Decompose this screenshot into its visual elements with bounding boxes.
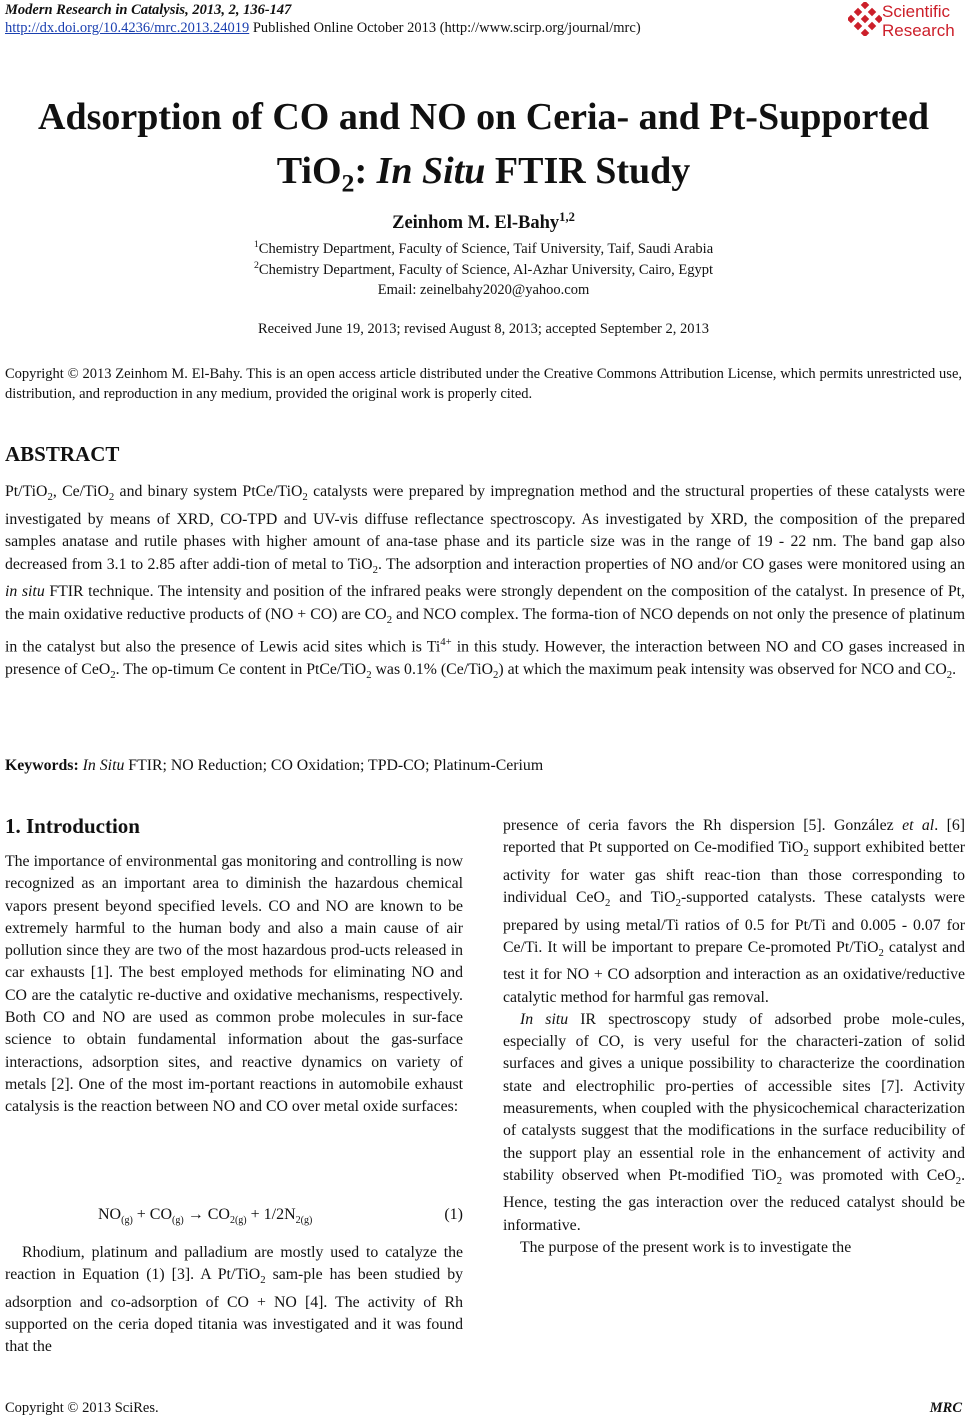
footer-copyright: Copyright © 2013 SciRes. bbox=[5, 1400, 159, 1416]
author-name: Zeinhom M. El-Bahy$^{1,2}$ bbox=[392, 210, 575, 234]
equation-number: (1) bbox=[444, 1206, 463, 1223]
right-paragraph-2: In situ IR spectroscopy study of adsorbed probe mole-cules, especially of CO, is very useful for the characteri-zation of solid surfaces and gives a unique possibility to characterize the coordination state and electrophilic pro-perties of accessible sites [7]. Activity measurements, when coupled with the physicochemical characterization of catalysts suggest that the modifications in the surface reducibility of the support play an essential role in the enhancement of activity and stability observed when Pt-modified TiO$_2$ was promoted with CeO$_2$. Hence, testing the gas interaction over the reduced catalyst should be informative. bbox=[503, 1010, 966, 1234]
right-paragraph-1: presence of ceria favors the Rh dispersion [5]. González et al. [6] reported that Pt supported on Ce-modified TiO$_2$ support exhibited better activity for water gas shift reac-tion than those corresponding to individual CeO$_2$ and TiO$_2$-supported catalysts. These catalysts were prepared by using metal/Ti ratios of 0.5 for Pt/Ti and 0.005 - 0.07 for Ce/Ti. It will be important to prepare Ce-promoted Pt/TiO$_2$ catalyst and test it for NO + CO adsorption and interaction as an oxidative/reductive catalytic method for harmful gas removal. bbox=[503, 817, 966, 1006]
journal-volume: , 2013, 2, 136-147 bbox=[185, 2, 292, 18]
doi-line bbox=[5, 20, 641, 37]
paper-title bbox=[0, 90, 967, 211]
footer-journal-abbrev: MRC bbox=[929, 1400, 962, 1416]
logo-text: Scientific Research bbox=[882, 2, 955, 40]
intro-paragraph-2: Rhodium, platinum and palladium are mostly used to catalyze the reaction in Equation (1) [3]. A Pt/TiO$_2$ sam-ple has been studied by adsorption and co-adsorption of CO + NO [4]. The activity of Rh supported on the ceria doped titania was investigated and it was found that the bbox=[5, 1244, 463, 1356]
copyright-notice: Copyright © 2013 Zeinhom M. El-Bahy. This is an open access article distributed under the Creative Commons Attribution License, which permits unrestricted use, distribution, and reproduction in any medium, provided the original work is properly cited. bbox=[5, 366, 962, 402]
author-email: Email: zeinelbahy2020@yahoo.com bbox=[377, 282, 590, 298]
abstract-body: Pt/TiO$_2$, Ce/TiO$_2$ and binary system PtCe/TiO$_2$ catalysts were prepared by impregnation method and the structural properties of these catalysts were investigated by means of XRD, CO-TPD and UV-vis diffuse reflectance spectroscopy. As investigated by XRD, the composition of the prepared samples anatase and rutile phases with higher amount of ana-tase phase and its particle size was in the range of 19 - 22 nm. The band gap also decreased from 3.1 to 2.85 after addi-tion of metal to TiO$_2$. The adsorption and interaction properties of NO and/or CO gases were monitored using an in situ FTIR technique. The intensity and position of the infrared peaks were strongly dependent on the composition of the catalyst. In presence of Pt, the main oxidative reductive products of (NO + CO) are $CO_2$ and NCO complex. The forma-tion of NCO depends on not only the presence of platinum in the catalyst but also the presence of Lewis acid sites which is $Ti^{4+}$ in this study. However, the interaction between NO and CO gases increased in presence of CeO$_2$. The op-timum Ce content in PtCe/TiO$_2$ was 0.1% (Ce/TiO$_2$) at which the maximum peak intensity was observed for NCO and $CO_2$. bbox=[5, 483, 965, 682]
doi-link[interactable]: http://dx.doi.org/10.4236/mrc.2013.24019 bbox=[5, 20, 250, 36]
title-line-2: TiO$_2$: In Situ FTIR Study bbox=[276, 150, 691, 198]
abstract-heading: ABSTRACT bbox=[5, 442, 120, 466]
title-line-1: Adsorption of CO and NO on Ceria- and Pt-Supported bbox=[38, 96, 929, 138]
affiliation-1: $^1$Chemistry Department, Faculty of Science, Taif University, Taif, Saudi Arabia bbox=[253, 239, 714, 257]
intro-paragraph-1: The importance of environmental gas monitoring and controlling is now recognized as an important area to diminish the hazardous chemical vapors present beyond specified levels. CO and NO are known to be extremely harmful to the human body and also a main cause of air pollution since they are two of the most hazardous prod-ucts released in car exhausts [1]. The best employed methods for eliminating NO and CO are the catalytic re-ductive and oxidative mechanisms, respectively. Both CO and NO are used as common probe molecules in sur-face science to obtain fundamental information about the gas-surface interactions, adsorption sites, and reactive dynamics on variety of metals [2]. One of the most im-portant reactions in automobile exhaust catalysis is the reaction between NO and CO over metal oxide surfaces: bbox=[5, 853, 463, 1116]
right-column-text bbox=[503, 815, 965, 1259]
right-paragraph-3: The purpose of the present work is to investigate the bbox=[520, 1238, 852, 1256]
publisher-logo bbox=[848, 2, 966, 42]
published-info: Published Online October 2013 (http://www.scirp.org/journal/mrc) bbox=[249, 20, 641, 36]
received-dates: Received June 19, 2013; revised August 8, 2013; accepted September 2, 2013 bbox=[257, 321, 709, 337]
introduction-heading: 1. Introduction bbox=[5, 814, 140, 838]
equation-1 bbox=[98, 1206, 463, 1236]
logo-mark-icon bbox=[848, 2, 882, 36]
journal-header bbox=[5, 2, 291, 19]
keywords-line: Keywords: In Situ FTIR; NO Reduction; CO Oxidation; TPD-CO; Platinum-Cerium bbox=[5, 757, 544, 774]
affiliation-2: $^2$Chemistry Department, Faculty of Science, Al-Azhar University, Cairo, Egypt bbox=[253, 260, 713, 278]
equation-body: $NO_{(g)} + CO_{(g)} \to CO_{2(g)} + 1/2N_{2(g)}$ bbox=[98, 1206, 313, 1227]
journal-name: Modern Research in Catalysis bbox=[5, 2, 186, 18]
